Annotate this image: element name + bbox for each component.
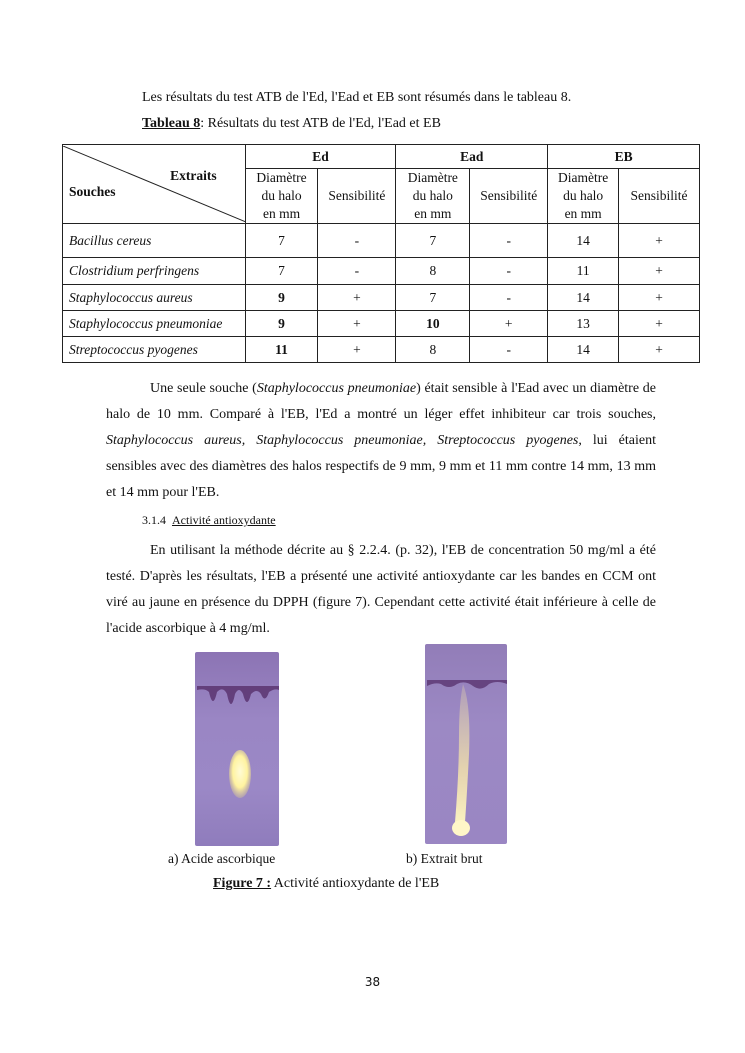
- value-cell: +: [619, 311, 700, 337]
- col-sens-ed: Sensibilité: [318, 169, 396, 224]
- table-caption-label: Tableau 8: [142, 116, 201, 131]
- value-cell: +: [470, 311, 548, 337]
- col-diam-ead: Diamètre du halo en mm: [396, 169, 470, 224]
- figure-title: [213, 874, 439, 894]
- value-cell: 7: [245, 224, 318, 258]
- species-cell: Staphylococcus aureus: [63, 285, 246, 311]
- value-cell: 7: [396, 224, 470, 258]
- group-header-ed: Ed: [245, 145, 396, 169]
- tlc-plate-ascorbic-acid: [195, 652, 279, 846]
- value-cell: -: [470, 224, 548, 258]
- col-diam-ed: Diamètre du halo en mm: [245, 169, 318, 224]
- table-caption: [142, 114, 441, 134]
- value-cell: -: [470, 258, 548, 285]
- section-number: 3.1.4: [142, 513, 166, 527]
- value-cell: 8: [396, 337, 470, 363]
- value-cell: +: [318, 311, 396, 337]
- value-cell: 11: [245, 337, 318, 363]
- group-header-eb: EB: [548, 145, 700, 169]
- value-cell: -: [318, 224, 396, 258]
- value-cell: 13: [548, 311, 619, 337]
- group-header-ead: Ead: [396, 145, 548, 169]
- species-cell: Clostridium perfringens: [63, 258, 246, 285]
- table-corner-header: [63, 145, 246, 224]
- tlc-image-b: [425, 644, 507, 844]
- col-diam-eb: Diamètre du halo en mm: [548, 169, 619, 224]
- figure-title-text: Activité antioxydante de l'EB: [271, 876, 440, 891]
- table-row: [63, 285, 700, 311]
- species-cell: Bacillus cereus: [63, 224, 246, 258]
- value-cell: 10: [396, 311, 470, 337]
- value-cell: 7: [245, 258, 318, 285]
- paragraph-2: En utilisant la méthode décrite au § 2.2.4. (p. 32), l'EB de concentration 50 mg/ml a été testé. D'après les résultats, l'EB a présenté une activité antioxydante car les bandes en CCM ont viré au jaune en présence du DPPH (figure 7). Cependant cette activité était inférieure à celle de l'acide ascorbique à 4 mg/ml.: [106, 543, 656, 636]
- species-cell: Staphylococcus pneumoniae: [63, 311, 246, 337]
- value-cell: 9: [245, 311, 318, 337]
- species-cell: Streptococcus pyogenes: [63, 337, 246, 363]
- value-cell: +: [619, 337, 700, 363]
- value-cell: +: [318, 285, 396, 311]
- table-row: [63, 311, 700, 337]
- tlc-plate-crude-extract: [425, 644, 507, 844]
- table-row: [63, 224, 700, 258]
- tlc-image-a: [195, 652, 279, 846]
- value-cell: 7: [396, 285, 470, 311]
- value-cell: 9: [245, 285, 318, 311]
- value-cell: 11: [548, 258, 619, 285]
- value-cell: 8: [396, 258, 470, 285]
- value-cell: 14: [548, 337, 619, 363]
- figure-title-label: Figure 7 :: [213, 876, 272, 891]
- table-row: [63, 258, 700, 285]
- results-table: [62, 144, 700, 363]
- section-title: Activité antioxydante: [172, 513, 276, 527]
- value-cell: 14: [548, 285, 619, 311]
- value-cell: +: [619, 224, 700, 258]
- section-heading: [142, 512, 276, 528]
- value-cell: 14: [548, 224, 619, 258]
- table-row: [63, 337, 700, 363]
- intro-line: Les résultats du test ATB de l'Ed, l'Ead et EB sont résumés dans le tableau 8.: [142, 90, 572, 105]
- col-sens-eb: Sensibilité: [619, 169, 700, 224]
- value-cell: +: [619, 258, 700, 285]
- figure-caption-a: a) Acide ascorbique: [168, 851, 276, 866]
- value-cell: +: [619, 285, 700, 311]
- value-cell: -: [318, 258, 396, 285]
- table-caption-text: : Résultats du test ATB de l'Ed, l'Ead et EB: [200, 116, 441, 131]
- corner-extraits: Extraits: [170, 168, 217, 183]
- paragraph-1: Une seule souche (Staphylococcus pneumoniae) était sensible à l'Ead avec un diamètre de halo de 10 mm. Comparé à l'EB, l'Ed a montré un léger effet inhibiteur car trois souches, Staphylococcus aureus, Staphylococcus pneumoniae, Streptococcus pyogenes, lui étaient sensibles avec des diamètres des halos respectifs de 9 mm, 9 mm et 11 mm contre 14 mm, 13 mm et 14 mm pour l'EB.: [106, 381, 656, 500]
- figure-caption-b: b) Extrait brut: [406, 851, 483, 866]
- col-sens-ead: Sensibilité: [470, 169, 548, 224]
- value-cell: +: [318, 337, 396, 363]
- page-number: 38: [364, 975, 381, 989]
- value-cell: -: [470, 285, 548, 311]
- value-cell: -: [470, 337, 548, 363]
- corner-souches: Souches: [69, 184, 116, 199]
